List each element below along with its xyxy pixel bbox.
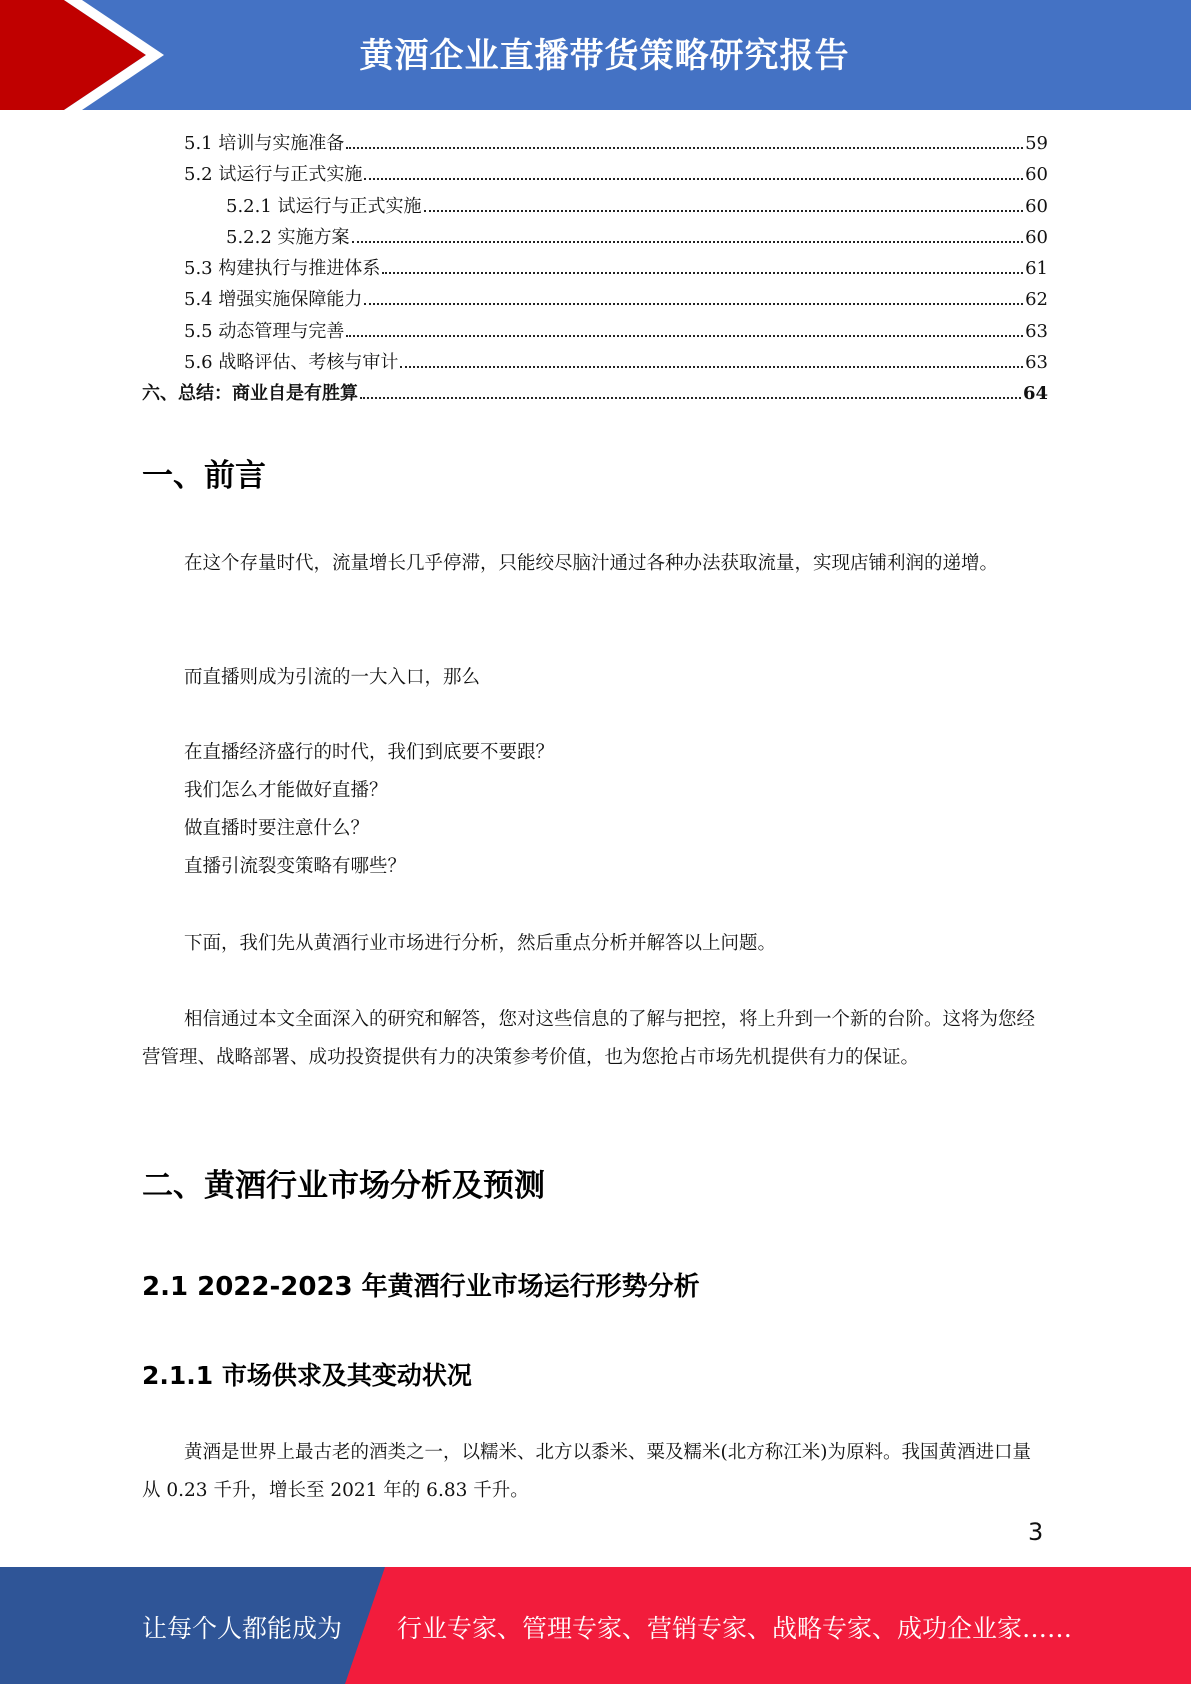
toc-leader-dots xyxy=(346,147,1023,149)
question-line: 我们怎么才能做好直播？ xyxy=(184,780,388,801)
toc-entry-label: 5.3 构建执行与推进体系 xyxy=(184,258,381,280)
toc-leader-dots xyxy=(364,303,1023,305)
question-line: 直播引流裂变策略有哪些？ xyxy=(184,856,407,877)
toc-entry-label: 5.6 战略评估、考核与审计 xyxy=(184,352,399,374)
toc-entry-label: 5.4 增强实施保障能力 xyxy=(184,289,363,311)
footer-banner xyxy=(0,1567,1191,1684)
toc-entry-page: 60 xyxy=(1025,164,1048,186)
toc-entry-page: 60 xyxy=(1025,226,1048,248)
toc-leader-dots xyxy=(424,210,1024,212)
toc-entry-page: 59 xyxy=(1025,133,1048,154)
paragraph: 相信通过本文全面深入的研究和解答，您对这些信息的了解与把控，将上升到一个新的台阶。这将为您经营管理、战略部署、成功投资提供有力的决策参考价值，也为您抢占市场先机提供有力的保证。 xyxy=(142,1009,1036,1068)
question-line: 做直播时要注意什么？ xyxy=(184,818,370,839)
toc-entry-label: 5.2.2 实施方案 xyxy=(226,226,350,248)
footer-slogan-left: 让每个人都能成为 xyxy=(142,1614,343,1643)
toc-leader-dots xyxy=(400,366,1023,368)
header-banner xyxy=(0,0,1191,110)
toc-leader-dots xyxy=(346,335,1023,337)
header-title: 黄酒企业直播带货策略研究报告 xyxy=(359,36,850,76)
toc-entry[interactable] xyxy=(142,159,1048,190)
subsection-heading: 2.1 2022-2023 年黄酒行业市场运行形势分析 xyxy=(142,1272,700,1302)
toc-entry[interactable] xyxy=(142,128,1048,159)
toc-entry-page: 64 xyxy=(1022,383,1048,405)
toc-entry[interactable] xyxy=(142,284,1048,315)
section-heading-market-analysis: 二、黄酒行业市场分析及预测 xyxy=(142,1168,545,1204)
toc-entry[interactable] xyxy=(142,347,1048,378)
toc-leader-dots xyxy=(360,397,1021,399)
toc-entry[interactable] xyxy=(142,378,1048,409)
toc-entry-label: 5.2 试运行与正式实施 xyxy=(184,164,363,186)
toc-entry[interactable] xyxy=(142,316,1048,347)
toc-entry-page: 62 xyxy=(1025,289,1048,311)
toc-entry-label: 六、总结：商业自是有胜算 xyxy=(142,383,358,405)
paragraph: 下面，我们先从黄酒行业市场进行分析，然后重点分析并解答以上问题。 xyxy=(184,933,777,954)
toc-entry-label: 5.5 动态管理与完善 xyxy=(184,320,345,342)
toc-entry[interactable] xyxy=(142,191,1048,222)
toc-entry-page: 63 xyxy=(1025,320,1048,342)
subsubsection-heading: 2.1.1 市场供求及其变动状况 xyxy=(142,1361,472,1390)
question-line: 在直播经济盛行的时代，我们到底要不要跟？ xyxy=(184,742,555,763)
toc-entry[interactable] xyxy=(142,222,1048,253)
toc-leader-dots xyxy=(364,178,1023,180)
toc-entry[interactable] xyxy=(142,253,1048,284)
toc-leader-dots xyxy=(382,272,1023,274)
toc-entry-page: 63 xyxy=(1025,352,1048,374)
paragraph: 而直播则成为引流的一大入口，那么 xyxy=(184,667,481,688)
toc-entry-label: 5.2.1 试运行与正式实施 xyxy=(226,195,422,217)
paragraph: 在这个存量时代，流量增长几乎停滞，只能绞尽脑汁通过各种办法获取流量，实现店铺利润的递增。 xyxy=(184,553,999,574)
toc-leader-dots xyxy=(352,241,1024,243)
section-heading-preface: 一、前言 xyxy=(142,458,266,494)
toc-entry-page: 60 xyxy=(1025,195,1048,217)
toc-entry-page: 61 xyxy=(1025,258,1048,280)
page-number: 3 xyxy=(1028,1518,1044,1546)
footer-slogan-right: 行业专家、管理专家、营销专家、战略专家、成功企业家…… xyxy=(397,1614,1073,1643)
table-of-contents xyxy=(142,128,1048,410)
toc-entry-label: 5.1 培训与实施准备 xyxy=(184,133,345,154)
paragraph: 黄酒是世界上最古老的酒类之一，以糯米、北方以黍米、粟及糯米(北方称江米)为原料。我国黄酒进口量从 0.23 千升，增长至 2021 年的 6.83 千升。 xyxy=(142,1442,1031,1501)
